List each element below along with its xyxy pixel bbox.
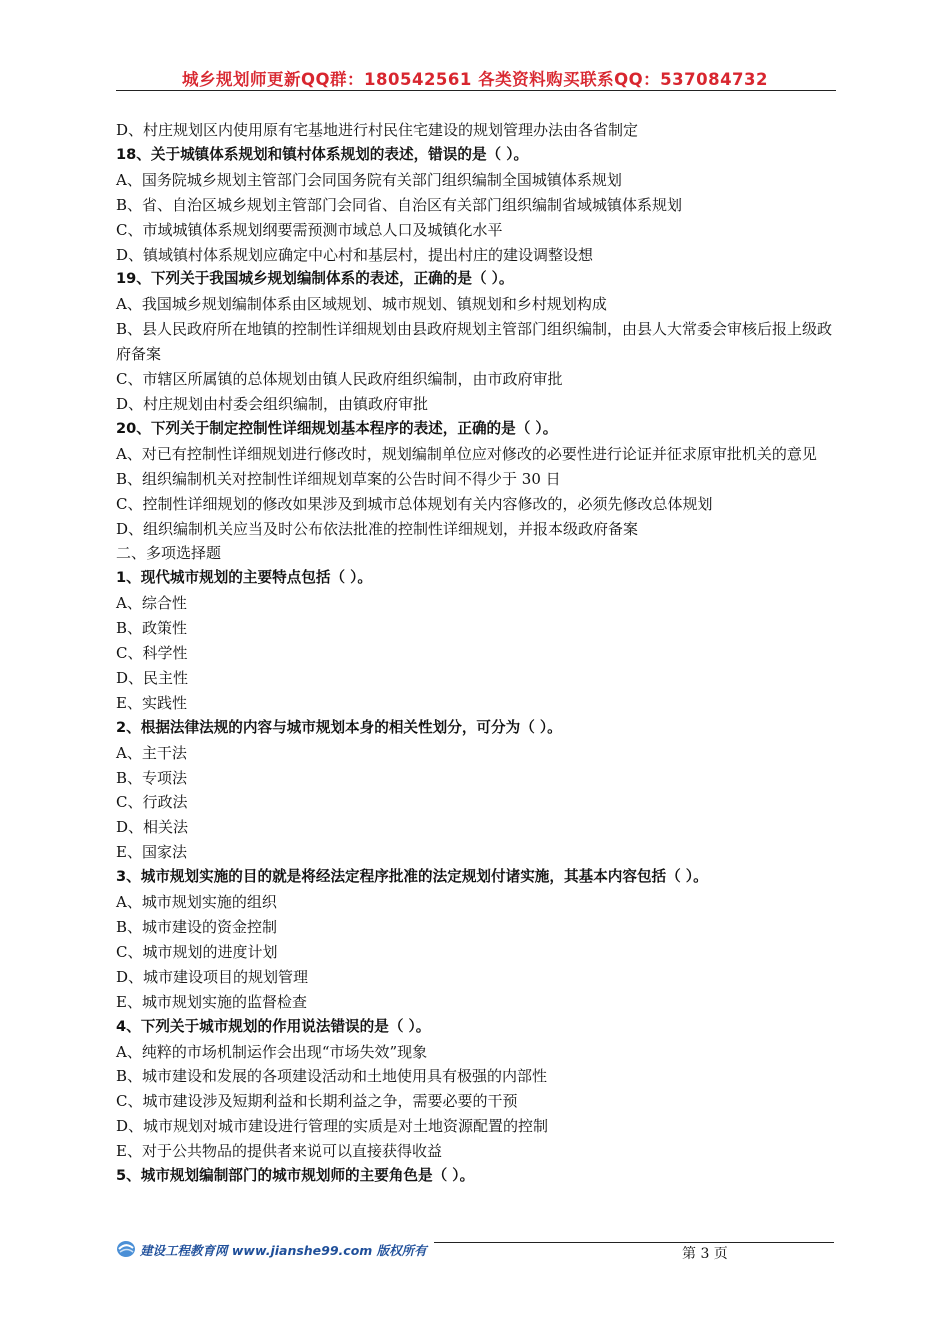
option-text: B、城市建设和发展的各项建设活动和土地使用具有极强的内部性 — [116, 1067, 548, 1086]
question-text: 19、下列关于我国城乡规划编制体系的表述，正确的是（ ）。 — [116, 270, 514, 288]
option-text: E、国家法 — [116, 843, 187, 862]
option-text: C、城市建设涉及短期利益和长期利益之争，需要必要的干预 — [116, 1092, 518, 1111]
option-text: C、市域城镇体系规划纲要需预测市域总人口及城镇化水平 — [116, 220, 503, 239]
page-number: 第 3 页 — [682, 1246, 728, 1262]
option-text: D、城市建设项目的规划管理 — [116, 967, 309, 986]
site-logo-icon — [116, 1240, 136, 1262]
option-text: E、对于公共物品的提供者来说可以直接获得收益 — [116, 1142, 442, 1161]
question-text: 4、下列关于城市规划的作用说法错误的是（ ）。 — [116, 1017, 431, 1035]
option-text: A、城市规划实施的组织 — [116, 893, 277, 912]
option-text: D、民主性 — [116, 668, 189, 687]
page-footer — [116, 1238, 836, 1262]
document-body — [116, 118, 838, 1189]
option-text: B、省、自治区城乡规划主管部门会同省、自治区有关部门组织编制省域城镇体系规划 — [116, 195, 683, 214]
question-text: 1、现代城市规划的主要特点包括（ ）。 — [116, 569, 373, 587]
option-text: D、村庄规划由村委会组织编制，由镇政府审批 — [116, 394, 429, 413]
option-text: A、主干法 — [116, 743, 187, 762]
option-text: A、我国城乡规划编制体系由区域规划、城市规划、镇规划和乡村规划构成 — [116, 295, 607, 314]
option-text: B、县人民政府所在地镇的控制性详细规划由县政府规划主管部门组织编制，由县人大常委会审核后报上级政府备案 — [116, 320, 833, 364]
option-text: C、科学性 — [116, 644, 188, 663]
question-text: 3、城市规划实施的目的就是将经法定程序批准的法定规划付诸实施，其基本内容包括（ ）。 — [116, 868, 708, 886]
option-text: A、国务院城乡规划主管部门会同国务院有关部门组织编制全国城镇体系规划 — [116, 170, 622, 189]
footer-rule — [434, 1242, 834, 1243]
header-banner: 城乡规划师更新QQ群：180542561 各类资料购买联系QQ：537084732 — [181, 70, 768, 89]
question-text: 20、下列关于制定控制性详细规划基本程序的表述，正确的是（ ）。 — [116, 419, 558, 437]
option-text: D、组织编制机关应当及时公布依法批准的控制性详细规划，并报本级政府备案 — [116, 519, 639, 538]
question-text: 18、关于城镇体系规划和镇村体系规划的表述，错误的是（ ）。 — [116, 145, 529, 163]
option-text: B、组织编制机关对控制性详细规划草案的公告时间不得少于 30 日 — [116, 469, 561, 488]
option-text: C、市辖区所属镇的总体规划由镇人民政府组织编制，由市政府审批 — [116, 370, 563, 389]
section-heading: 二、多项选择题 — [116, 544, 222, 563]
footer-copyright: 建设工程教育网 www.jianshe99.com 版权所有 — [140, 1243, 427, 1258]
option-text: D、城市规划对城市建设进行管理的实质是对土地资源配置的控制 — [116, 1117, 549, 1136]
option-text: B、城市建设的资金控制 — [116, 918, 278, 936]
header-rule — [116, 90, 836, 91]
option-text: D、相关法 — [116, 818, 189, 837]
option-text: B、政策性 — [116, 619, 188, 638]
option-text: A、对已有控制性详细规划进行修改时，规划编制单位应对修改的必要性进行论证并征求原审批机关的意见 — [116, 444, 817, 463]
option-text: C、控制性详细规划的修改如果涉及到城市总体规划有关内容修改的，必须先修改总体规划 — [116, 494, 713, 513]
question-text: 5、城市规划编制部门的城市规划师的主要角色是（ ）。 — [116, 1167, 475, 1185]
option-text: D、镇域镇村体系规划应确定中心村和基层村，提出村庄的建设调整设想 — [116, 245, 594, 264]
option-text: C、行政法 — [116, 793, 188, 812]
option-text: E、城市规划实施的监督检查 — [116, 992, 307, 1011]
option-text: A、纯粹的市场机制运作会出现“市场失效”现象 — [116, 1042, 428, 1061]
option-text: A、综合性 — [116, 594, 187, 613]
option-text: D、村庄规划区内使用原有宅基地进行村民住宅建设的规划管理办法由各省制定 — [116, 121, 639, 139]
option-text: C、城市规划的进度计划 — [116, 942, 278, 961]
option-text: E、实践性 — [116, 693, 187, 712]
option-text: B、专项法 — [116, 768, 188, 787]
question-text: 2、根据法律法规的内容与城市规划本身的相关性划分，可分为（ ）。 — [116, 718, 562, 736]
